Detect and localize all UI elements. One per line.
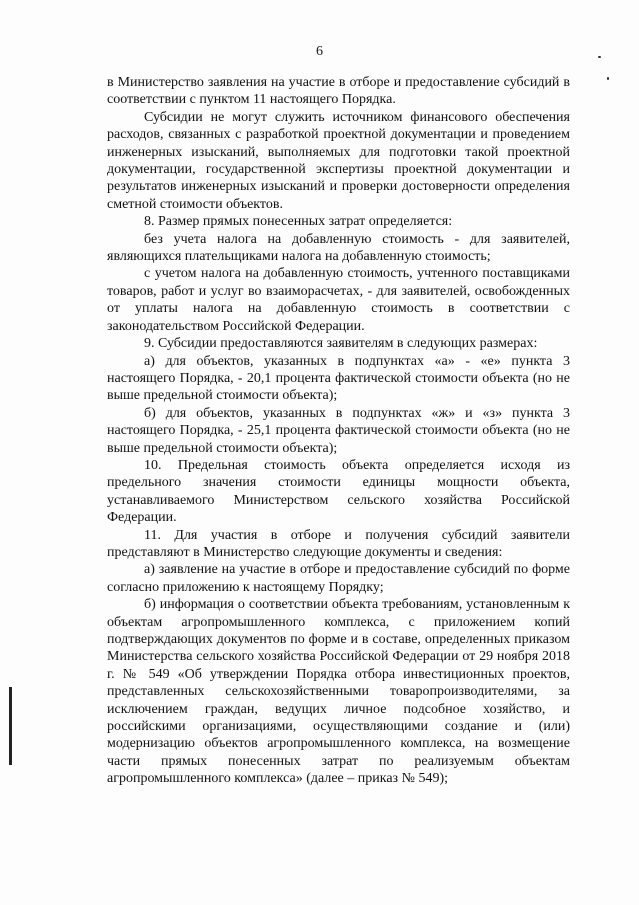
paragraph-6: 9. Субсидии предоставляются заявителям в следующих размерах:: [144, 336, 538, 352]
page-number: 6: [316, 44, 323, 59]
paragraph-11: а) заявление на участие в отборе и предоставление субсидий по форме согласно приложению к настоящему Порядку;: [107, 562, 570, 595]
paragraph-10: 11. Для участия в отборе и получения субсидий заявители представляют в Министерство следующие документы и сведения:: [107, 527, 570, 560]
paragraph-5: с учетом налога на добавленную стоимость, учтенного поставщиками товаров, работ и услуг во взаиморасчетах, - для заявителей, освобожденных от уплаты налога на добавленную стоимость в соответствии с законодательством Российской Федерации.: [107, 266, 570, 334]
scan-speck: [607, 77, 609, 80]
paragraph-3: 8. Размер прямых понесенных затрат определяется:: [144, 214, 453, 230]
paragraph-12: б) информация о соответствии объекта требованиям, установленным к объектам агропромышленного комплекса, с приложением копий подтверждающих документов по форме и в составе, определенных приказом Министерства сельского хозяйства Российской Федерации от 29 ноября 2018 г. № 549 «Об утверждении Порядка отбора инвестиционных проектов, представленных сельскохозяйственными товаропроизводителями, за исключением граждан, ведущих личное подсобное хозяйство, и российскими организациями, осуществляющими создание и (или) модернизацию объектов агропромышленного комплекса, на возмещение части прямых понесенных затрат по реализуемым объектам агропромышленного комплекса» (далее – приказ № 549);: [107, 597, 570, 787]
document-body: [107, 74, 570, 788]
paragraph-8: б) для объектов, указанных в подпунктах «ж» и «з» пункта 3 настоящего Порядка, - 25,1 процента фактической стоимости объекта (но не выше предельной стоимости объекта);: [107, 405, 570, 456]
paragraph-2: Субсидии не могут служить источником финансового обеспечения расходов, связанных с разработкой проектной документации и проведением инженерных изысканий, выполняемых для подготовки такой проектной документации, государственной экспертизы проектной документации и результатов инженерных изысканий и проверки достоверности определения сметной стоимости объектов.: [107, 109, 570, 212]
scan-speck: [598, 56, 601, 58]
paragraph-7: а) для объектов, указанных в подпунктах «а» - «е» пункта 3 настоящего Порядка, - 20,1 процента фактической стоимости объекта (но не выше предельной стоимости объекта);: [107, 353, 570, 404]
scan-margin-mark: [9, 687, 12, 765]
paragraph-4: без учета налога на добавленную стоимость - для заявителей, являющихся плательщиками налога на добавленную стоимость;: [107, 231, 570, 265]
paragraph-1: в Министерство заявления на участие в отборе и предоставление субсидий в соответствии с пунктом 11 настоящего Порядка.: [107, 75, 570, 108]
paragraph-9: 10. Предельная стоимость объекта определяется исходя из предельного значения стоимости единицы мощности объекта, устанавливаемого Министерством сельского хозяйства Российской Федерации.: [107, 457, 570, 526]
